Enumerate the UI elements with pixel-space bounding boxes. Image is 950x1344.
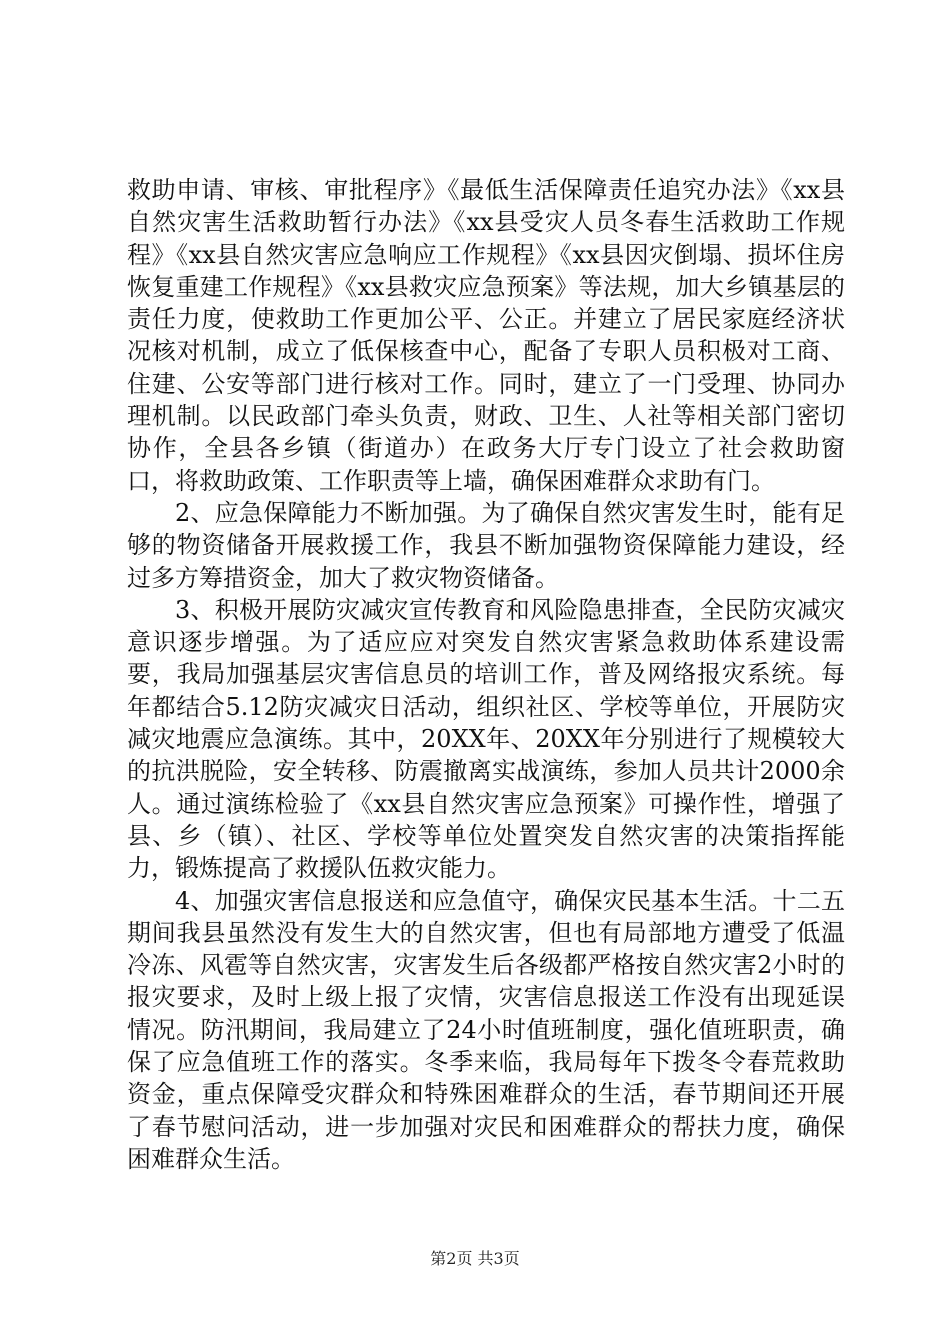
paragraph-3: 3、积极开展防灾减灾宣传教育和风险隐患排查，全民防灾减灾意识逐步增强。为了适应应对突发自然灾害紧急救助体系建设需要，我局加强基层灾害信息员的培训工作，普及网络报灾系统。每年都结合5.12防灾减灾日活动，组织社区、学校等单位，开展防灾减灾地震应急演练。其中，20XX年、20XX年分别进行了规模较大的抗洪脱险，安全转移、防震撤离实战演练，参加人员共计2000余人。通过演练检验了《xx县自然灾害应急预案》可操作性，增强了县、乡（镇）、社区、学校等单位处置突发自然灾害的决策指挥能力，锻炼提高了救援队伍救灾能力。 [127, 595, 845, 883]
page-number-label: 第2页 共3页 [430, 1249, 520, 1268]
paragraph-1: 救助申请、审核、审批程序》《最低生活保障责任追究办法》《xx县自然灾害生活救助暂行办法》《xx县受灾人员冬春生活救助工作规程》《xx县自然灾害应急响应工作规程》《xx县因灾倒塌、损坏住房恢复重建工作规程》《xx县救灾应急预案》等法规，加大乡镇基层的责任力度，使救助工作更加公平、公正。并建立了居民家庭经济状况核对机制，成立了低保核查中心，配备了专职人员积极对工商、住建、公安等部门进行核对工作。同时，建立了一门受理、协同办理机制。以民政部门牵头负责，财政、卫生、人社等相关部门密切协作，全县各乡镇（街道办）在政务大厅专门设立了社会救助窗口，将救助政策、工作职责等上墙，确保困难群众求助有门。 [127, 176, 845, 495]
paragraph-2: 2、应急保障能力不断加强。为了确保自然灾害发生时，能有足够的物资储备开展救援工作，我县不断加强物资保障能力建设，经过多方筹措资金，加大了救灾物资储备。 [127, 498, 845, 592]
document-body [127, 174, 845, 1175]
page-footer [0, 1246, 950, 1269]
paragraph-4: 4、加强灾害信息报送和应急值守，确保灾民基本生活。十二五期间我县虽然没有发生大的自然灾害，但也有局部地方遭受了低温冷冻、风雹等自然灾害，灾害发生后各级都严格按自然灾害2小时的报灾要求，及时上级上报了灾情，灾害信息报送工作没有出现延误情况。防汛期间，我局建立了24小时值班制度，强化值班职责，确保了应急值班工作的落实。冬季来临，我局每年下拨冬令春荒救助资金，重点保障受灾群众和特殊困难群众的生活，春节期间还开展了春节慰问活动，进一步加强对灾民和困难群众的帮扶力度，确保困难群众生活。 [127, 886, 845, 1173]
